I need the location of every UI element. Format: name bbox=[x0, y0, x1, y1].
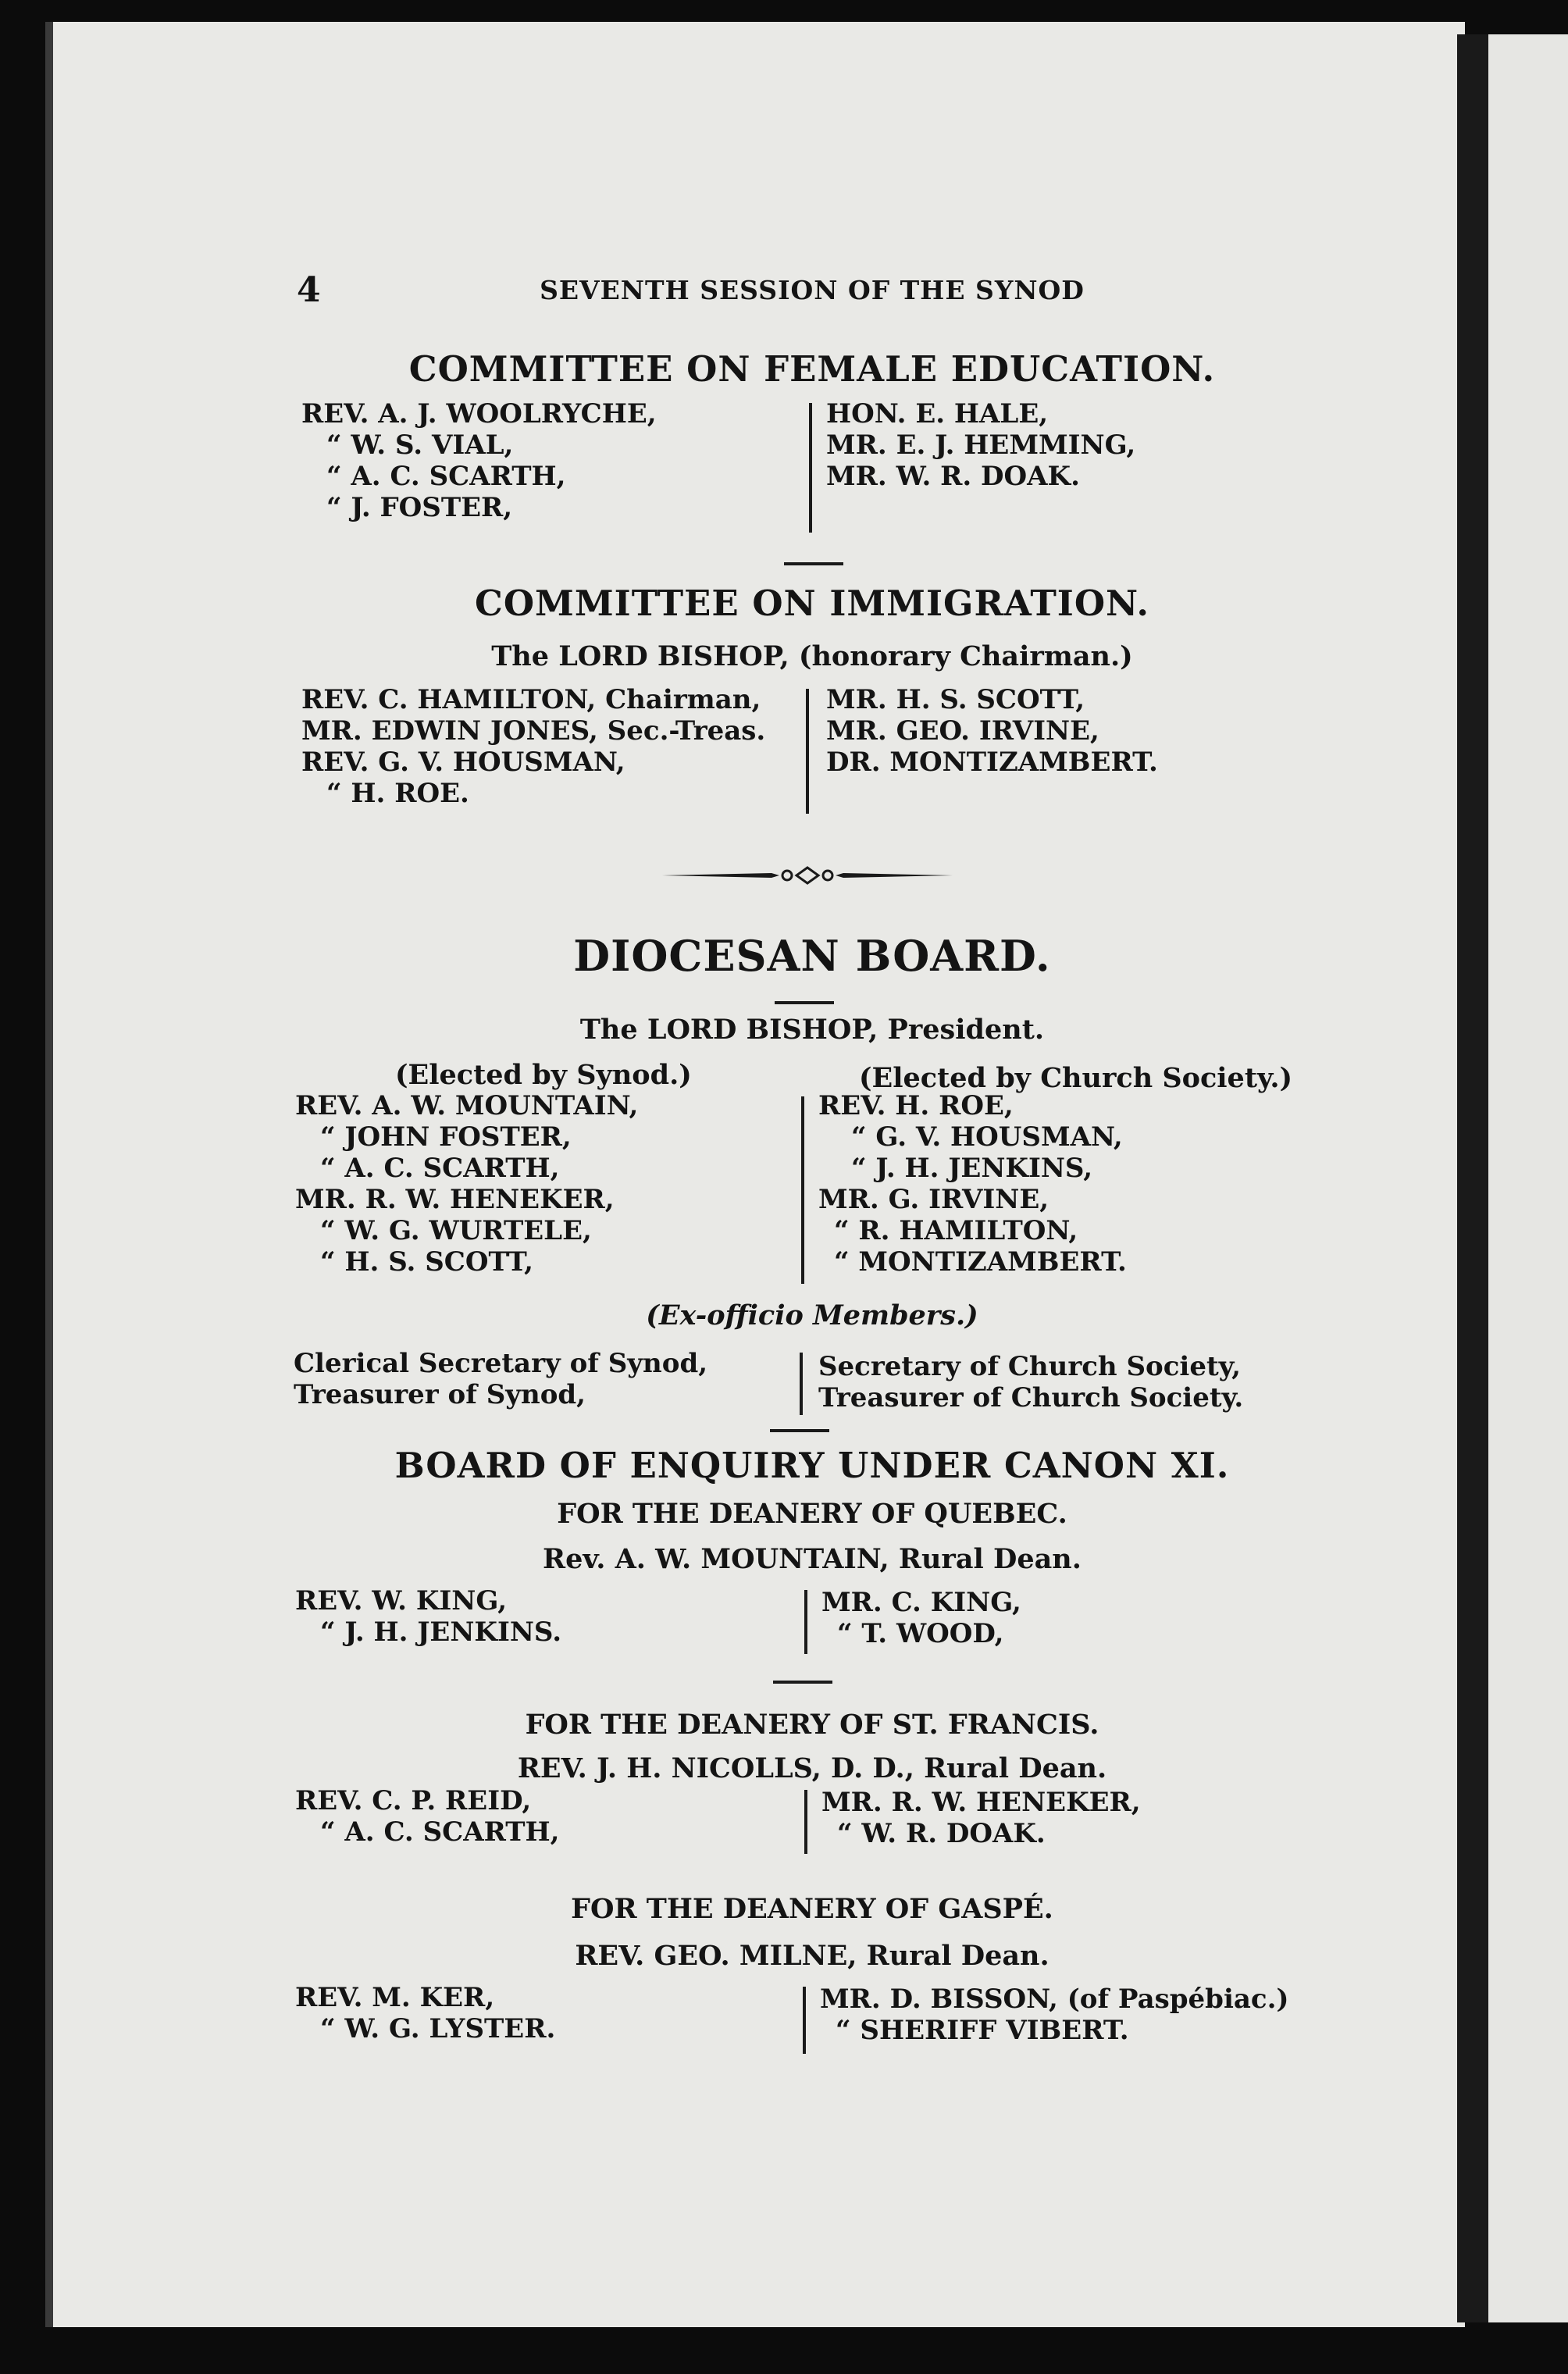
member-name: “ J. FOSTER, bbox=[326, 492, 513, 523]
board-of-enquiry-heading: BOARD OF ENQUIRY UNDER CANON XI. bbox=[394, 1445, 1230, 1486]
ex-officio-caption: (Ex-officio Members.) bbox=[646, 1299, 978, 1331]
immigration-chairman-line: The LORD BISHOP, (honorary Chairman.) bbox=[491, 640, 1133, 672]
column-divider bbox=[801, 1096, 804, 1284]
gaspe-right-column bbox=[820, 1984, 1289, 2046]
deanery-quebec-dean: Rev. A. W. MOUNTAIN, Rural Dean. bbox=[543, 1543, 1082, 1575]
st-francis-right-column bbox=[821, 1787, 1141, 1849]
quebec-left-column bbox=[295, 1585, 561, 1648]
member-name: MR. G. IRVINE, bbox=[818, 1184, 1049, 1215]
member-name: REV. C. P. REID, bbox=[295, 1785, 532, 1816]
member-name: “ J. H. JENKINS. bbox=[320, 1617, 562, 1648]
diocesan-board-right-column bbox=[818, 1090, 1127, 1278]
member-name: MR. GEO. IRVINE, bbox=[826, 715, 1099, 747]
president-line: The LORD BISHOP, President. bbox=[579, 1014, 1045, 1046]
member-name: REV. A. W. MOUNTAIN, bbox=[295, 1090, 639, 1121]
column-divider bbox=[800, 1353, 803, 1415]
ornament-divider bbox=[662, 864, 953, 887]
member-name: “ H. ROE. bbox=[326, 778, 469, 809]
immigration-right-column bbox=[826, 684, 1158, 778]
section-divider bbox=[773, 1681, 832, 1684]
office-title: Secretary of Church Society, bbox=[818, 1351, 1242, 1382]
member-name: HON. E. HALE, bbox=[826, 398, 1049, 430]
page-number: 4 bbox=[297, 270, 321, 310]
running-title: SEVENTH SESSION OF THE SYNOD bbox=[540, 275, 1085, 305]
section-divider bbox=[770, 1429, 829, 1432]
elected-by-church-society-caption: (Elected by Church Society.) bbox=[859, 1062, 1293, 1094]
diocesan-board-left-column bbox=[295, 1090, 638, 1278]
immigration-left-column bbox=[301, 684, 765, 809]
member-name: “ A. C. SCARTH, bbox=[320, 1816, 560, 1848]
member-name: MR. R. W. HENEKER, bbox=[295, 1184, 615, 1215]
member-name: “ R. HAMILTON, bbox=[834, 1215, 1078, 1246]
member-name: MR. EDWIN JONES, Sec.-Treas. bbox=[301, 715, 766, 747]
column-divider bbox=[804, 1590, 807, 1654]
column-divider bbox=[803, 1987, 806, 2054]
member-name: REV. A. J. WOOLRYCHE, bbox=[301, 398, 657, 430]
member-name: “ G. V. HOUSMAN, bbox=[851, 1121, 1123, 1153]
member-name: “ MONTIZAMBERT. bbox=[834, 1246, 1127, 1278]
member-name: “ W. S. VIAL, bbox=[326, 430, 514, 461]
deanery-gaspe-heading: FOR THE DEANERY OF GASPÉ. bbox=[571, 1893, 1053, 1925]
ex-officio-right-column bbox=[818, 1351, 1243, 1413]
deanery-st-francis-heading: FOR THE DEANERY OF ST. FRANCIS. bbox=[525, 1709, 1099, 1741]
section-divider bbox=[784, 562, 843, 565]
st-francis-left-column bbox=[295, 1785, 560, 1848]
member-name: MR. D. BISSON, (of Paspébiac.) bbox=[820, 1984, 1289, 2015]
office-title: Treasurer of Synod, bbox=[294, 1379, 586, 1410]
female-education-heading: COMMITTEE ON FEMALE EDUCATION. bbox=[408, 348, 1216, 390]
gaspe-left-column bbox=[295, 1982, 555, 2044]
member-name: “ J. H. JENKINS, bbox=[851, 1153, 1093, 1184]
member-name: MR. R. W. HENEKER, bbox=[821, 1787, 1141, 1818]
member-name: “ H. S. SCOTT, bbox=[320, 1246, 533, 1278]
member-name: “ W. G. WURTELE, bbox=[320, 1215, 592, 1246]
member-name: “ W. R. DOAK. bbox=[837, 1818, 1046, 1849]
deanery-quebec-heading: FOR THE DEANERY OF QUEBEC. bbox=[557, 1498, 1067, 1530]
column-divider bbox=[809, 403, 812, 533]
female-education-left-column bbox=[301, 398, 657, 523]
member-name: DR. MONTIZAMBERT. bbox=[826, 747, 1158, 778]
column-divider bbox=[806, 689, 809, 814]
office-title: Clerical Secretary of Synod, bbox=[294, 1348, 708, 1379]
member-name: “ JOHN FOSTER, bbox=[320, 1121, 572, 1153]
member-name: “ W. G. LYSTER. bbox=[320, 2013, 556, 2044]
member-name: MR. H. S. SCOTT, bbox=[826, 684, 1085, 715]
member-name: REV. W. KING, bbox=[295, 1585, 508, 1617]
elected-by-synod-caption: (Elected by Synod.) bbox=[395, 1059, 692, 1091]
diocesan-board-heading: DIOCESAN BOARD. bbox=[573, 931, 1051, 981]
member-name: REV. C. HAMILTON, Chairman, bbox=[301, 684, 761, 715]
member-name: REV. G. V. HOUSMAN, bbox=[301, 747, 625, 778]
quebec-right-column bbox=[821, 1587, 1021, 1649]
member-name: “ T. WOOD, bbox=[837, 1618, 1004, 1649]
member-name: REV. H. ROE, bbox=[818, 1090, 1014, 1121]
deanery-st-francis-dean: REV. J. H. NICOLLS, D. D., Rural Dean. bbox=[517, 1752, 1107, 1784]
immigration-heading: COMMITTEE ON IMMIGRATION. bbox=[475, 583, 1149, 624]
deanery-gaspe-dean: REV. GEO. MILNE, Rural Dean. bbox=[575, 1940, 1049, 1972]
female-education-right-column bbox=[826, 398, 1135, 492]
member-name: “ A. C. SCARTH, bbox=[326, 461, 566, 492]
ex-officio-left-column bbox=[294, 1348, 707, 1410]
member-name: “ A. C. SCARTH, bbox=[320, 1153, 560, 1184]
member-name: MR. W. R. DOAK. bbox=[826, 461, 1080, 492]
member-name: MR. C. KING, bbox=[821, 1587, 1021, 1618]
column-divider bbox=[804, 1790, 807, 1854]
member-name: REV. M. KER, bbox=[295, 1982, 495, 2013]
office-title: Treasurer of Church Society. bbox=[818, 1382, 1244, 1413]
member-name: “ SHERIFF VIBERT. bbox=[836, 2015, 1129, 2046]
member-name: MR. E. J. HEMMING, bbox=[826, 430, 1136, 461]
section-divider bbox=[775, 1001, 834, 1004]
